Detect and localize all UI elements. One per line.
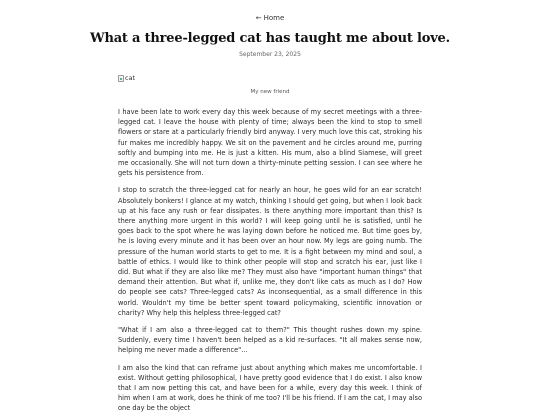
article-body bbox=[118, 72, 422, 414]
paragraph: "What if I am also a three-legged cat to them?" This thought rushes down my spine. Suddenly, every time I haven't been helped as a kid re-surfaces. "It all makes sense now, helping me never made a difference"... bbox=[118, 326, 422, 355]
home-link[interactable] bbox=[256, 14, 285, 22]
paragraph: I have been late to work every day this week because of my secret meetings with a three-legged cat. I leave the house with plenty of time; always been the kind to stop to smell flowers or stare at a particularly friendly bird anyway. I very much love this cat, stroking his fur makes me incredibly happy. We sit on the pavement and he circles around me, purring softly and bumping into me. He is just a kitten. His mum, also a blind Siamese, will greet me occasionally. She will not turn down a thirty-minute petting session. I can see where he gets his persistence from. bbox=[118, 108, 422, 178]
broken-image-icon bbox=[118, 75, 124, 82]
image-alt-text: cat bbox=[125, 74, 136, 82]
home-label: Home bbox=[263, 14, 285, 22]
page-title: What a three-legged cat has taught me about love. bbox=[90, 31, 450, 46]
home-nav bbox=[0, 14, 540, 23]
cat-image bbox=[118, 72, 422, 84]
image-caption: My new friend bbox=[250, 89, 290, 95]
post-date: September 23, 2025 bbox=[239, 51, 301, 58]
paragraph: I stop to scratch the three-legged cat for nearly an hour, he goes wild for an ear scratch! Absolutely bonkers! I glance at my watch, thinking I should get going, but when I look back up at his face any rush or fear dissipates. Is there anything more important than this? Is there anything more urgent in this world? I will keep going until he is satisfied, until he goes back to the spot where he was laying down before he noticed me. But time goes by, he is loving every minute and it has been over an hour now. My legs are going numb. The pressure of the human world starts to get to me. It is a fight between my mind and soul, a battle of ethics. I would like to think other people will stop and scratch his ear, just like I did. But what if they are also like me? They must also have "important human things" that demand their attention. But what if, unlike me, they don't like cats as much as I do? How do people see cats? Three-legged cats? As inconsequential, as a small difference in this world. Wouldn't my time be better spent toward policymaking, scientific innovation or charity? Why help this helpless three-legged cat? bbox=[118, 186, 422, 317]
paragraph: I am also the kind that can reframe just about anything which makes me uncomfortable. I exist. Without getting philosophical, I have pretty good evidence that I do exist. I also know that I am now petting this cat, and have been for a while, every day this week. I think of him when I am at work, does he think of me too? I'll be his friend. If I am the cat, I may also one day be the object bbox=[118, 363, 422, 413]
arrow-left-icon: ← bbox=[255, 14, 262, 22]
